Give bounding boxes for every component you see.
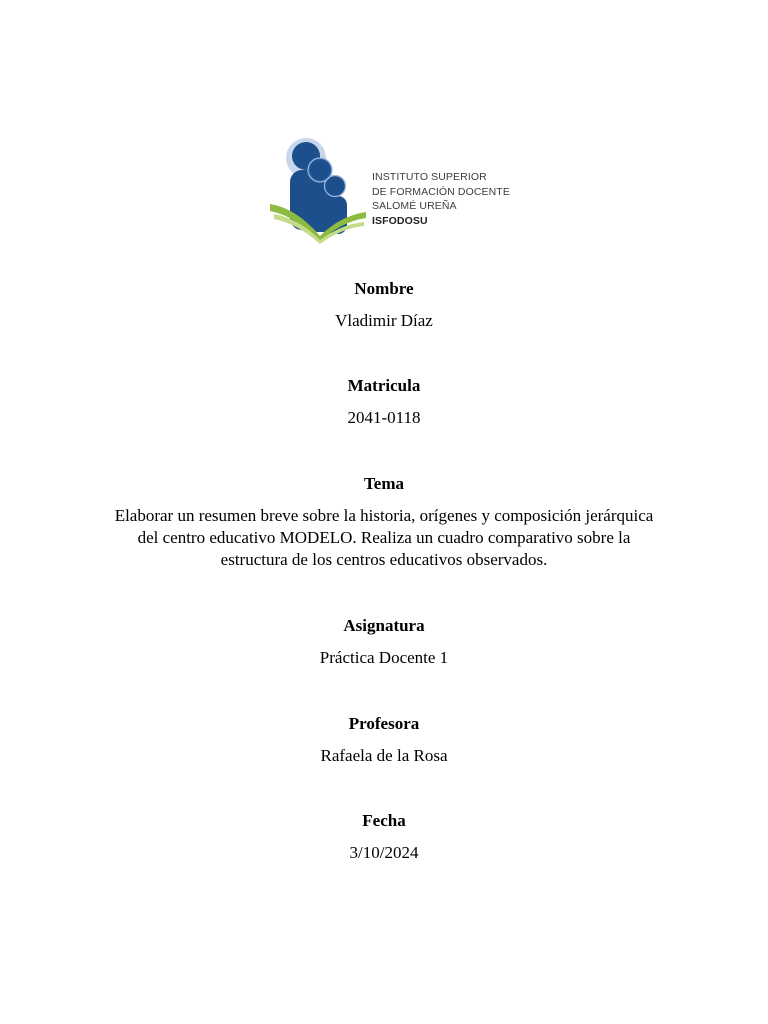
profesora-value: Rafaela de la Rosa <box>320 746 448 765</box>
tema-label: Tema <box>364 474 404 493</box>
logo-line-3: SALOMÉ UREÑA <box>372 200 457 212</box>
profesora-value-wrap <box>80 745 688 767</box>
tema-section <box>80 474 688 494</box>
tema-line-2: del centro educativo MODELO. Realiza un cuadro comparativo sobre la <box>137 528 631 547</box>
nombre-value: Vladimir Díaz <box>335 311 433 330</box>
matricula-label: Matricula <box>347 376 421 395</box>
nombre-section <box>80 279 688 299</box>
profesora-section <box>80 714 688 734</box>
logo-line-2: DE FORMACIÓN DOCENTE <box>372 185 510 198</box>
fecha-value: 3/10/2024 <box>349 843 419 862</box>
matricula-value: 2041-0118 <box>347 408 421 427</box>
fecha-value-wrap <box>80 842 688 864</box>
nombre-value-wrap <box>80 310 688 332</box>
matricula-section <box>80 376 688 396</box>
asignatura-section <box>80 616 688 636</box>
matricula-value-wrap <box>80 407 688 429</box>
logo-text <box>372 170 510 228</box>
fecha-section <box>80 811 688 831</box>
tema-line-3: estructura de los centros educativos observados. <box>220 550 548 569</box>
isfodosu-logo <box>268 136 513 244</box>
logo-line-4: ISFODOSU <box>372 214 428 227</box>
asignatura-value-wrap <box>80 647 688 669</box>
asignatura-value: Práctica Docente 1 <box>319 648 449 667</box>
fecha-label: Fecha <box>362 811 406 830</box>
tema-value <box>80 505 688 571</box>
tema-line-1: Elaborar un resumen breve sobre la historia, orígenes y composición jerárquica <box>114 506 654 525</box>
asignatura-label: Asignatura <box>343 616 425 635</box>
people-book-icon <box>268 136 368 244</box>
nombre-label: Nombre <box>354 279 414 298</box>
logo-line-1: INSTITUTO SUPERIOR <box>372 171 487 183</box>
profesora-label: Profesora <box>348 714 420 733</box>
